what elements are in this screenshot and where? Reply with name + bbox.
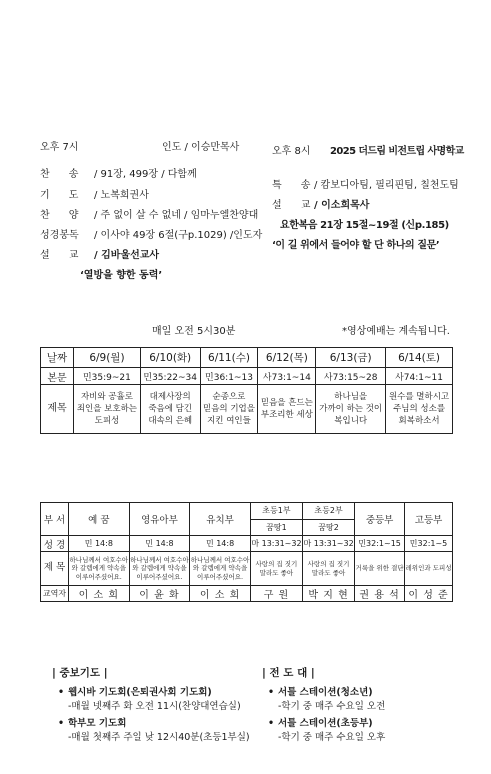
evangelism-item-2 — [268, 715, 373, 729]
title-cell: 순종으로 믿음의 기업을 지킨 여인들 — [200, 385, 258, 434]
bullet-icon: • — [268, 687, 275, 698]
teacher-cell: 이 윤 화 — [129, 586, 190, 602]
item-name: 학부모 기도회 — [68, 718, 127, 729]
education-table — [40, 502, 453, 602]
dawn-verse-row — [41, 368, 453, 385]
evening-leader: 인도 / 이승만목사 — [162, 142, 240, 153]
row-label: 설 교 — [40, 250, 79, 261]
dept-cell: 유치부 — [190, 503, 251, 536]
edu-verse-row — [41, 536, 453, 552]
row-label: 제 목 — [41, 552, 69, 586]
verse-cell: 민 14:8 — [190, 536, 251, 552]
header-cell: 6/12(목) — [258, 348, 316, 368]
sub-dept-cell: 꿈땅2 — [303, 519, 355, 536]
row-label: 본문 — [41, 368, 74, 385]
verse-cell: 민35:9~21 — [74, 368, 141, 385]
item-name: 서틀 스테이션(청소년) — [278, 687, 373, 698]
bullet-icon: • — [58, 718, 65, 729]
dept-cell: 예 꿈 — [69, 503, 130, 536]
title-cell: 하나님께서 여호수아 와 갈렙에게 약속을 이루어주셨어요. — [129, 552, 190, 586]
row-value: / 노복희권사 — [94, 190, 149, 201]
edu-teacher-row — [41, 586, 453, 602]
row-value: / 김바울선교사 — [94, 250, 160, 261]
header-cell: 6/11(수) — [200, 348, 258, 368]
title-cell: 사랑의 집 짓기 말라도 좋아 — [250, 552, 302, 586]
dept-cell: 고등부 — [405, 503, 453, 536]
title-cell: 하나님께서 여호수아 와 갈렙에게 약속을 이루어주셨어요. — [190, 552, 251, 586]
teacher-cell: 박 지 현 — [303, 586, 355, 602]
verse-cell: 사73:1~14 — [258, 368, 316, 385]
header-cell: 6/14(토) — [386, 348, 453, 368]
sub-dept-cell: 꿈땅1 — [250, 519, 302, 536]
item-name: 서틀 스테이션(초등부) — [278, 718, 373, 729]
title-cell: 거룩을 위한 결단 — [355, 552, 405, 586]
header-cell: 6/9(월) — [74, 348, 141, 368]
evangelism-item-1 — [268, 684, 373, 698]
row-value: / 캄보디아팀, 필리핀팀, 칠천도팀 — [314, 180, 459, 191]
row-label: 찬 양 — [40, 210, 79, 221]
row-label: 성경봉독 — [40, 230, 79, 241]
teacher-cell: 구 원 — [250, 586, 302, 602]
verse-cell: 민 14:8 — [129, 536, 190, 552]
title-cell: 믿음을 흔드는 부조리한 세상 — [258, 385, 316, 434]
row-label: 특 송 — [272, 180, 311, 191]
verse-cell: 사73:15~28 — [316, 368, 386, 385]
row-label: 설 교 — [272, 200, 311, 211]
prayer-item-1-detail: -매월 넷째주 화 오전 11시(찬양대연습실) — [68, 701, 241, 712]
evening-row-hymn — [40, 165, 197, 180]
evangelism-section-title: | 전 도 대 | — [262, 667, 315, 679]
header-cell: 6/13(금) — [316, 348, 386, 368]
title-cell: 레위인과 도피성 — [405, 552, 453, 586]
row-label: 교역자 — [41, 586, 69, 602]
verse-cell: 민32:1~5 — [405, 536, 453, 552]
edu-title-row — [41, 552, 453, 586]
evangelism-item-2-detail: -학기 중 매주 수요일 오후 — [278, 732, 386, 743]
evangelism-item-1-detail: -학기 중 매주 수요일 오전 — [278, 701, 386, 712]
title-cell: 자비와 공휼로 죄인을 보호하는 도피성 — [74, 385, 141, 434]
evening-sermon-title: ‘열방을 향한 동력’ — [80, 270, 163, 281]
verse-cell: 사74:1~11 — [386, 368, 453, 385]
row-label: 부 서 — [41, 503, 69, 536]
row-label: 기 도 — [40, 190, 79, 201]
header-cell: 6/10(화) — [140, 348, 200, 368]
dept-header-row — [41, 503, 453, 520]
dawn-time: 매일 오전 5시30분 — [152, 326, 236, 337]
dept-cell: 중등부 — [355, 503, 405, 536]
title-cell: 원수를 멸하시고 주님의 성소를 회복하소서 — [386, 385, 453, 434]
row-label: 성 경 — [41, 536, 69, 552]
school-sermon-title: ‘이 길 위에서 들어야 할 단 하나의 질문’ — [272, 240, 440, 251]
title-cell: 대제사장의 죽음에 담긴 대속의 은혜 — [140, 385, 200, 434]
dept-cell: 초등2부 — [303, 503, 355, 520]
teacher-cell: 이 소 희 — [69, 586, 130, 602]
bullet-icon: • — [268, 718, 275, 729]
verse-cell: 민 14:8 — [69, 536, 130, 552]
row-value: / 이사야 49장 6절(구p.1029) /인도자 — [94, 230, 263, 241]
verse-cell: 마 13:31~32 — [303, 536, 355, 552]
dawn-table — [40, 347, 453, 434]
verse-cell: 민36:1~13 — [200, 368, 258, 385]
header-cell: 날짜 — [41, 348, 74, 368]
dawn-note: *영상예배는 계속됩니다. — [342, 326, 450, 337]
evening-row-praise — [40, 206, 258, 221]
teacher-cell: 이 소 희 — [190, 586, 251, 602]
row-value: / 이소희목사 — [314, 200, 370, 211]
evening-row-sermon — [40, 246, 159, 261]
dawn-title-row — [41, 385, 453, 434]
teacher-cell: 권 용 석 — [355, 586, 405, 602]
title-cell: 하나님을 가까이 하는 것이 복입니다 — [316, 385, 386, 434]
bullet-icon: • — [58, 687, 65, 698]
title-cell: 사랑의 집 짓기 말라도 좋아 — [303, 552, 355, 586]
verse-cell: 민35:22~34 — [140, 368, 200, 385]
evening-time: 오후 7시 — [40, 142, 79, 153]
row-label: 찬 송 — [40, 169, 79, 180]
dept-cell: 영유아부 — [129, 503, 190, 536]
prayer-item-2-detail: -매월 첫째주 주일 낮 12시40분(초등1부실) — [68, 732, 250, 743]
verse-cell: 마 13:31~32 — [250, 536, 302, 552]
school-row-special — [272, 176, 459, 191]
row-value: / 91장, 499장 / 다함께 — [94, 169, 197, 180]
row-value: / 주 없이 살 수 없네 / 임마누엘찬양대 — [94, 210, 259, 221]
item-name: 웹시바 기도회(은퇴권사회 기도회) — [68, 687, 212, 698]
prayer-section-title: | 중보기도 | — [52, 667, 108, 679]
verse-cell: 민32:1~15 — [355, 536, 405, 552]
school-title: 2025 더드림 비전트립 사명학교 — [330, 146, 464, 157]
school-row-sermon — [272, 196, 369, 211]
dept-cell: 초등1부 — [250, 503, 302, 520]
teacher-cell: 이 성 준 — [405, 586, 453, 602]
row-label: 제목 — [41, 385, 74, 434]
title-cell: 하나님께서 여호수아 와 갈렙에게 약속을 이루어주셨어요. — [69, 552, 130, 586]
evening-row-prayer — [40, 186, 149, 201]
prayer-item-2 — [58, 715, 126, 729]
school-time: 오후 8시 — [272, 146, 311, 157]
dawn-header-row — [41, 348, 453, 368]
prayer-item-1 — [58, 684, 212, 698]
evening-row-scripture — [40, 226, 262, 241]
school-scripture: 요한복음 21장 15절~19절 (신p.185) — [280, 220, 449, 231]
